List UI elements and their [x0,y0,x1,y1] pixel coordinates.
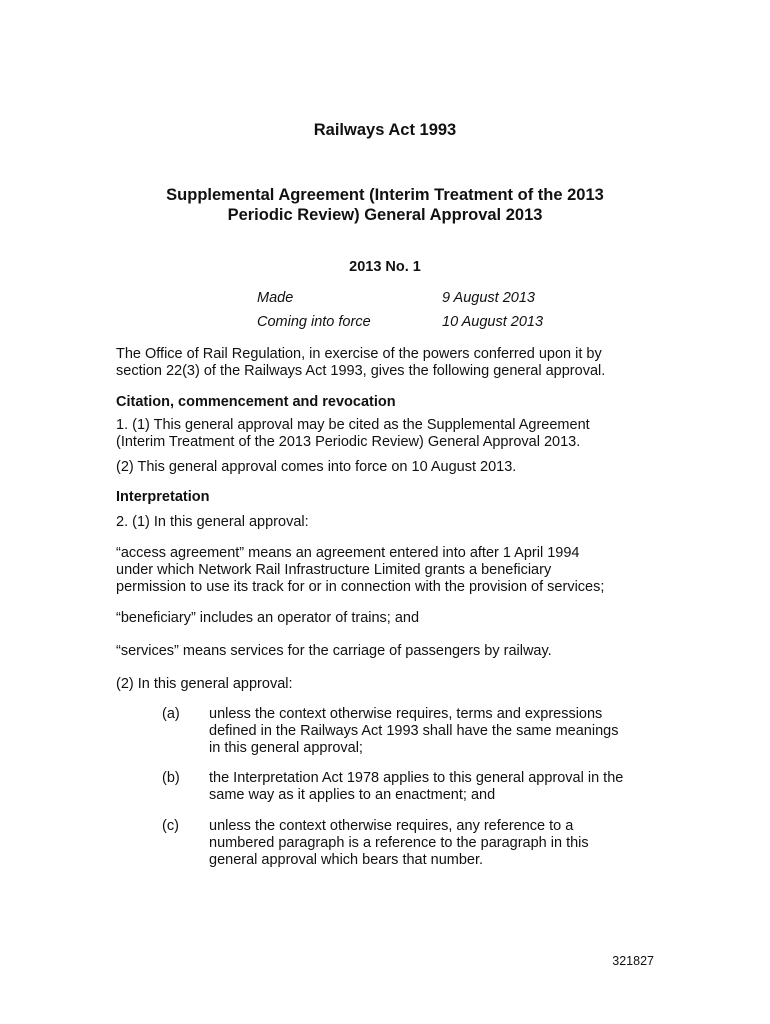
list-item-a-line-3: in this general approval; [209,740,363,756]
document-title [100,185,670,225]
list-item-a-line-2: defined in the Railways Act 1993 shall have the same meanings [209,723,619,739]
definition-access-agreement [116,545,661,596]
instrument-number: 2013 No. 1 [349,259,421,275]
list-item-a [209,706,659,757]
list-item-c [209,818,659,869]
list-item-b-line-1: the Interpretation Act 1978 applies to this general approval in the [209,770,624,786]
paragraph-1-1-line-1: 1. (1) This general approval may be cited as the Supplemental Agreement [116,417,590,433]
document-title-line-2: Periodic Review) General Approval 2013 [227,206,543,224]
list-item-c-line-2: numbered paragraph is a reference to the paragraph in this [209,835,589,851]
paragraph-2-2: (2) In this general approval: [116,676,293,692]
list-item-b-line-2: same way as it applies to an enactment; and [209,787,496,803]
list-item-c-line-3: general approval which bears that number. [209,852,484,868]
definition-access-agreement-line-1: “access agreement” means an agreement entered into after 1 April 1994 [116,545,580,561]
preamble-line-2: section 22(3) of the Railways Act 1993, gives the following general approval. [116,363,606,379]
made-label: Made [257,290,294,306]
list-item-a-line-1: unless the context otherwise requires, terms and expressions [209,706,603,722]
document-title-line-1: Supplemental Agreement (Interim Treatment of the 2013 [166,186,604,204]
list-marker-a: (a) [162,706,180,722]
definition-access-agreement-line-3: permission to use its track for or in connection with the provision of services; [116,579,605,595]
list-item-c-line-1: unless the context otherwise requires, any reference to a [209,818,574,834]
definition-access-agreement-line-2: under which Network Rail Infrastructure Limited grants a beneficiary [116,562,552,578]
coming-into-force-date: 10 August 2013 [442,314,544,330]
definition-beneficiary: “beneficiary” includes an operator of trains; and [116,610,420,626]
section-heading-citation: Citation, commencement and revocation [116,394,396,410]
paragraph-1-1 [116,417,661,451]
definition-services: “services” means services for the carriage of passengers by railway. [116,643,552,659]
preamble-line-1: The Office of Rail Regulation, in exercise of the powers conferred upon it by [116,346,602,362]
list-marker-c: (c) [162,818,179,834]
list-item-b [209,770,659,804]
paragraph-1-1-line-2: (Interim Treatment of the 2013 Periodic Review) General Approval 2013. [116,434,581,450]
section-heading-interpretation: Interpretation [116,489,210,505]
paragraph-1-2: (2) This general approval comes into force on 10 August 2013. [116,459,517,475]
act-title: Railways Act 1993 [313,121,457,139]
preamble [116,346,661,380]
list-marker-b: (b) [162,770,180,786]
footer-reference-number: 321827 [612,954,654,968]
coming-into-force-label: Coming into force [257,314,371,330]
paragraph-2-1: 2. (1) In this general approval: [116,514,309,530]
made-date: 9 August 2013 [442,290,535,306]
